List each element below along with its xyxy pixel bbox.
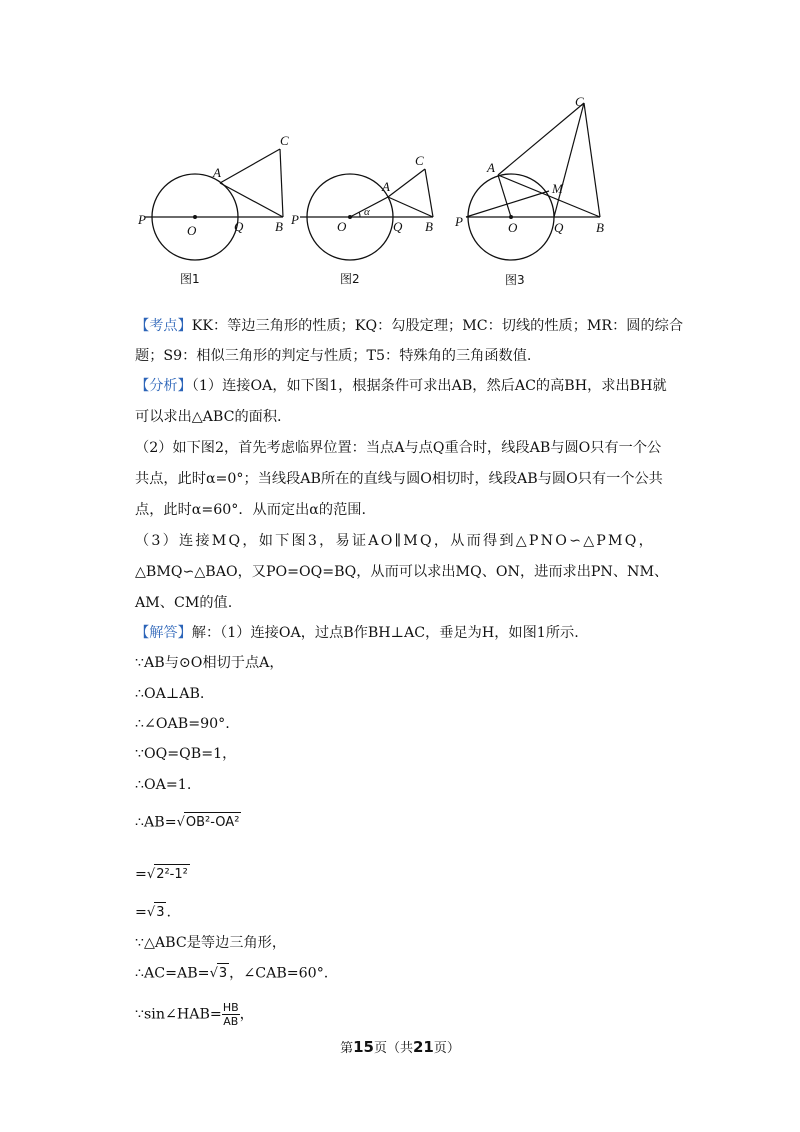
label-o: O: [508, 220, 518, 235]
jieda-text-1: 解：（1）连接OA，过点B作BH⊥AC，垂足为H，如图1所示.: [191, 625, 579, 641]
segment-cb: [280, 149, 283, 217]
fenxi-line-4: 共点，此时α=0°；当线段AB所在的直线与圆O相切时，线段AB与圆O只有一个公共: [135, 471, 663, 487]
segment-cb: [425, 169, 433, 217]
label-c: C: [415, 153, 424, 168]
angle-text: ，∠CAB=60°.: [229, 965, 329, 982]
center-dot: [348, 215, 352, 219]
figure-2: [285, 125, 455, 290]
jieda-line-12: [135, 1001, 254, 1028]
kaodian-tag: 【考点】: [135, 318, 192, 334]
sqrt-expression: √2²-1²: [147, 864, 190, 885]
label-o: O: [337, 219, 347, 234]
kaodian-line-1: [135, 316, 683, 336]
label-p: P: [291, 212, 299, 227]
segment-oa: [498, 175, 511, 217]
page-footer: [0, 1037, 800, 1056]
fenxi-line-1: [135, 376, 667, 396]
segment-ab: [498, 175, 600, 217]
jieda-line-7: [135, 812, 241, 833]
center-dot: [193, 215, 197, 219]
sin-eq: ∵sin∠HAB=: [135, 1006, 222, 1023]
segment-ac: [388, 169, 425, 197]
label-m: M: [552, 181, 563, 196]
radicand: 2²-1²: [154, 864, 190, 885]
segment-cb: [584, 103, 600, 217]
jieda-line-5: ∵OQ=QB=1，: [135, 746, 237, 762]
label-q: Q: [554, 220, 564, 235]
segment-pm: [466, 191, 549, 217]
label-c: C: [280, 133, 289, 148]
ab-eq: ∴AB=: [135, 814, 177, 831]
label-a: A: [213, 165, 221, 180]
center-dot: [509, 215, 513, 219]
figure-caption: 图3: [505, 273, 525, 287]
figure-3: [450, 90, 620, 290]
jieda-line-6: ∴OA=1.: [135, 777, 192, 793]
label-p: P: [455, 214, 463, 229]
page-number: 15: [353, 1038, 374, 1056]
label-b: B: [596, 220, 604, 235]
numerator: HB: [222, 1001, 239, 1014]
label-q: Q: [393, 219, 403, 234]
fenxi-line-7: △BMQ∽△BAO，又PO=OQ=BQ，从而可以求出MQ、ON，进而求出PN、NM、: [135, 564, 669, 580]
label-alpha: α: [364, 206, 370, 218]
ac-eq: ∴AC=AB=: [135, 965, 210, 982]
eq-sign: =: [135, 866, 147, 883]
jieda-line-11: [135, 963, 328, 984]
kaodian-line-2: 题；S9：相似三角形的判定与性质；T5：特殊角的三角函数值.: [135, 348, 532, 364]
jieda-line-3: ∴OA⊥AB.: [135, 686, 205, 702]
segment-ab: [220, 183, 283, 217]
fenxi-text-1: （1）连接OA，如下图1，根据条件可求出AB，然后AC的高BH，求出BH就: [191, 378, 667, 394]
label-a: A: [487, 160, 495, 175]
comma: ，: [239, 1006, 254, 1023]
figure-caption: 图2: [340, 272, 360, 286]
segment-ab: [388, 197, 433, 217]
fenxi-line-6: （3）连接MQ，如下图3，易证AO∥MQ，从而得到△PNO∽△PMQ，: [135, 533, 655, 549]
kaodian-text-1: KK：等边三角形的性质；KQ：勾股定理；MC：切线的性质；MR：圆的综合: [191, 318, 684, 334]
footer-pre: 第: [340, 1041, 354, 1056]
sqrt-expression: √OB²-OA²: [177, 812, 242, 833]
period: .: [166, 904, 171, 921]
alpha-arc: [359, 212, 360, 217]
sqrt-expression: √3: [147, 902, 167, 923]
jieda-line-1: [135, 623, 579, 643]
jieda-line-9: [135, 902, 171, 923]
figure-caption: 图1: [180, 272, 200, 286]
radicand: OB²-OA²: [184, 812, 242, 833]
segment-ac: [220, 149, 280, 183]
fraction: [222, 1001, 240, 1028]
footer-post: 页）: [433, 1041, 460, 1056]
label-a: A: [382, 179, 390, 194]
label-p: P: [138, 212, 146, 227]
footer-mid: 页（共: [373, 1041, 413, 1056]
denominator: AB: [223, 1015, 239, 1028]
fenxi-line-2: 可以求出△ABC的面积.: [135, 409, 282, 425]
figure-1: [130, 125, 300, 290]
jieda-line-10: ∵△ABC是等边三角形，: [135, 935, 287, 951]
radicand: 3: [154, 902, 166, 923]
jieda-tag: 【解答】: [135, 625, 192, 641]
label-b: B: [425, 219, 433, 234]
fenxi-line-5: 点，此时α=60°．从而定出α的范围.: [135, 502, 366, 518]
label-b: B: [275, 219, 283, 234]
sqrt-expression: √3: [210, 963, 230, 984]
label-o: O: [187, 223, 197, 238]
eq-sign: =: [135, 904, 147, 921]
jieda-line-8: [135, 864, 190, 885]
fenxi-line-3: （2）如下图2，首先考虑临界位置：当点A与点Q重合时，线段AB与圆O只有一个公: [135, 440, 662, 456]
radicand: 3: [217, 963, 229, 984]
label-c: C: [575, 94, 584, 109]
fenxi-tag: 【分析】: [135, 378, 192, 394]
total-pages: 21: [413, 1038, 434, 1056]
label-q: Q: [234, 219, 244, 234]
fenxi-line-8: AM、CM的值.: [135, 595, 233, 611]
jieda-line-4: ∴∠OAB=90°.: [135, 716, 230, 732]
segment-ac: [498, 103, 584, 175]
segment-cq: [554, 103, 584, 217]
jieda-line-2: ∵AB与⊙O相切于点A，: [135, 655, 284, 671]
